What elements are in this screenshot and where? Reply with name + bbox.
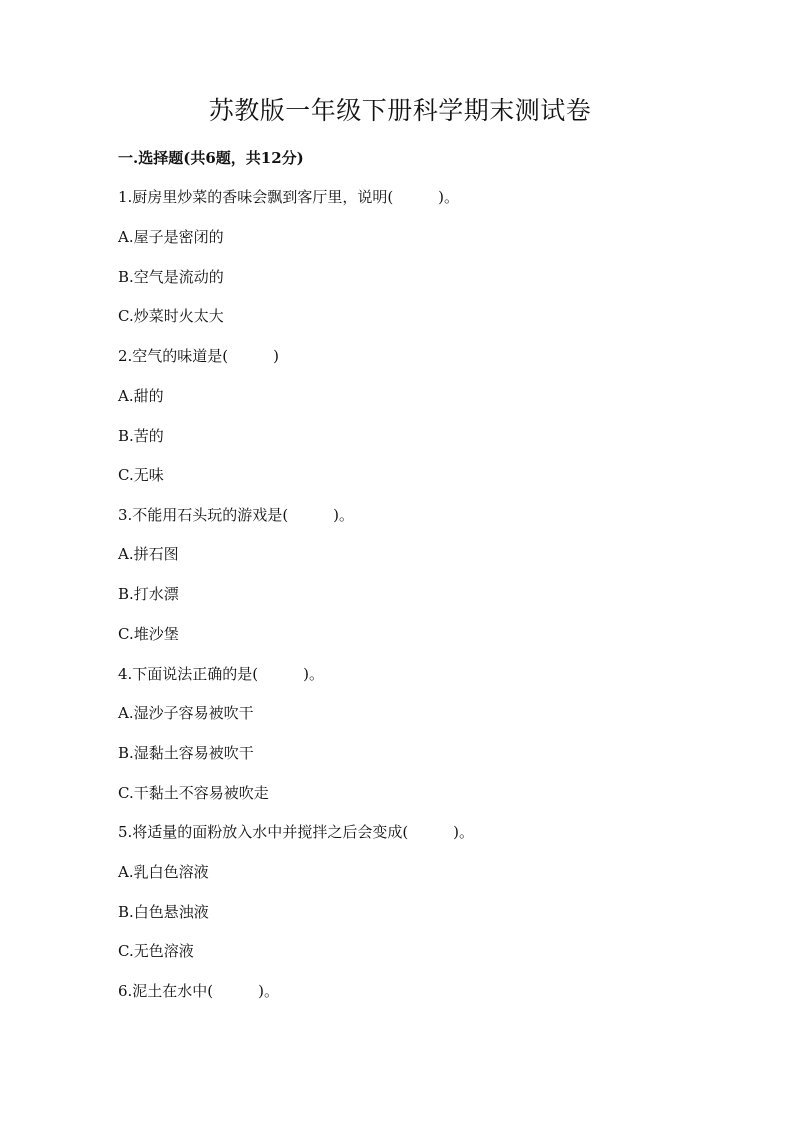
section-heading: 一.选择题(共6题，共12分) [118,149,304,167]
option-item: C.炒菜时火太大 [118,307,224,325]
option-item: A.甜的 [118,387,164,405]
option-item: C.干黏土不容易被吹走 [118,784,269,802]
question-stem: 6.泥土在水中( )。 [118,982,280,1000]
option-item: B.苦的 [118,427,164,445]
question-stem: 4.下面说法正确的是( )。 [118,665,325,683]
question-stem: 3.不能用石头玩的游戏是( )。 [118,506,355,524]
option-item: C.无色溶液 [118,942,194,960]
option-item: C.无味 [118,466,164,484]
question-stem: 1.厨房里炒菜的香味会飘到客厅里，说明( )。 [118,188,460,206]
question-stem: 5.将适量的面粉放入水中并搅拌之后会变成( )。 [118,823,475,841]
option-item: A.拼石图 [118,545,179,563]
option-item: A.屋子是密闭的 [118,228,224,246]
page-title: 苏教版一年级下册科学期末测试卷 [208,96,592,125]
option-item: B.白色悬浊液 [118,903,209,921]
option-item: B.湿黏土容易被吹干 [118,744,254,762]
option-item: B.空气是流动的 [118,268,224,286]
option-item: C.堆沙堡 [118,625,179,643]
option-item: A.乳白色溶液 [118,863,209,881]
question-stem: 2.空气的味道是( ) [118,347,280,365]
option-item: A.湿沙子容易被吹干 [118,704,254,722]
option-item: B.打水漂 [118,585,179,603]
